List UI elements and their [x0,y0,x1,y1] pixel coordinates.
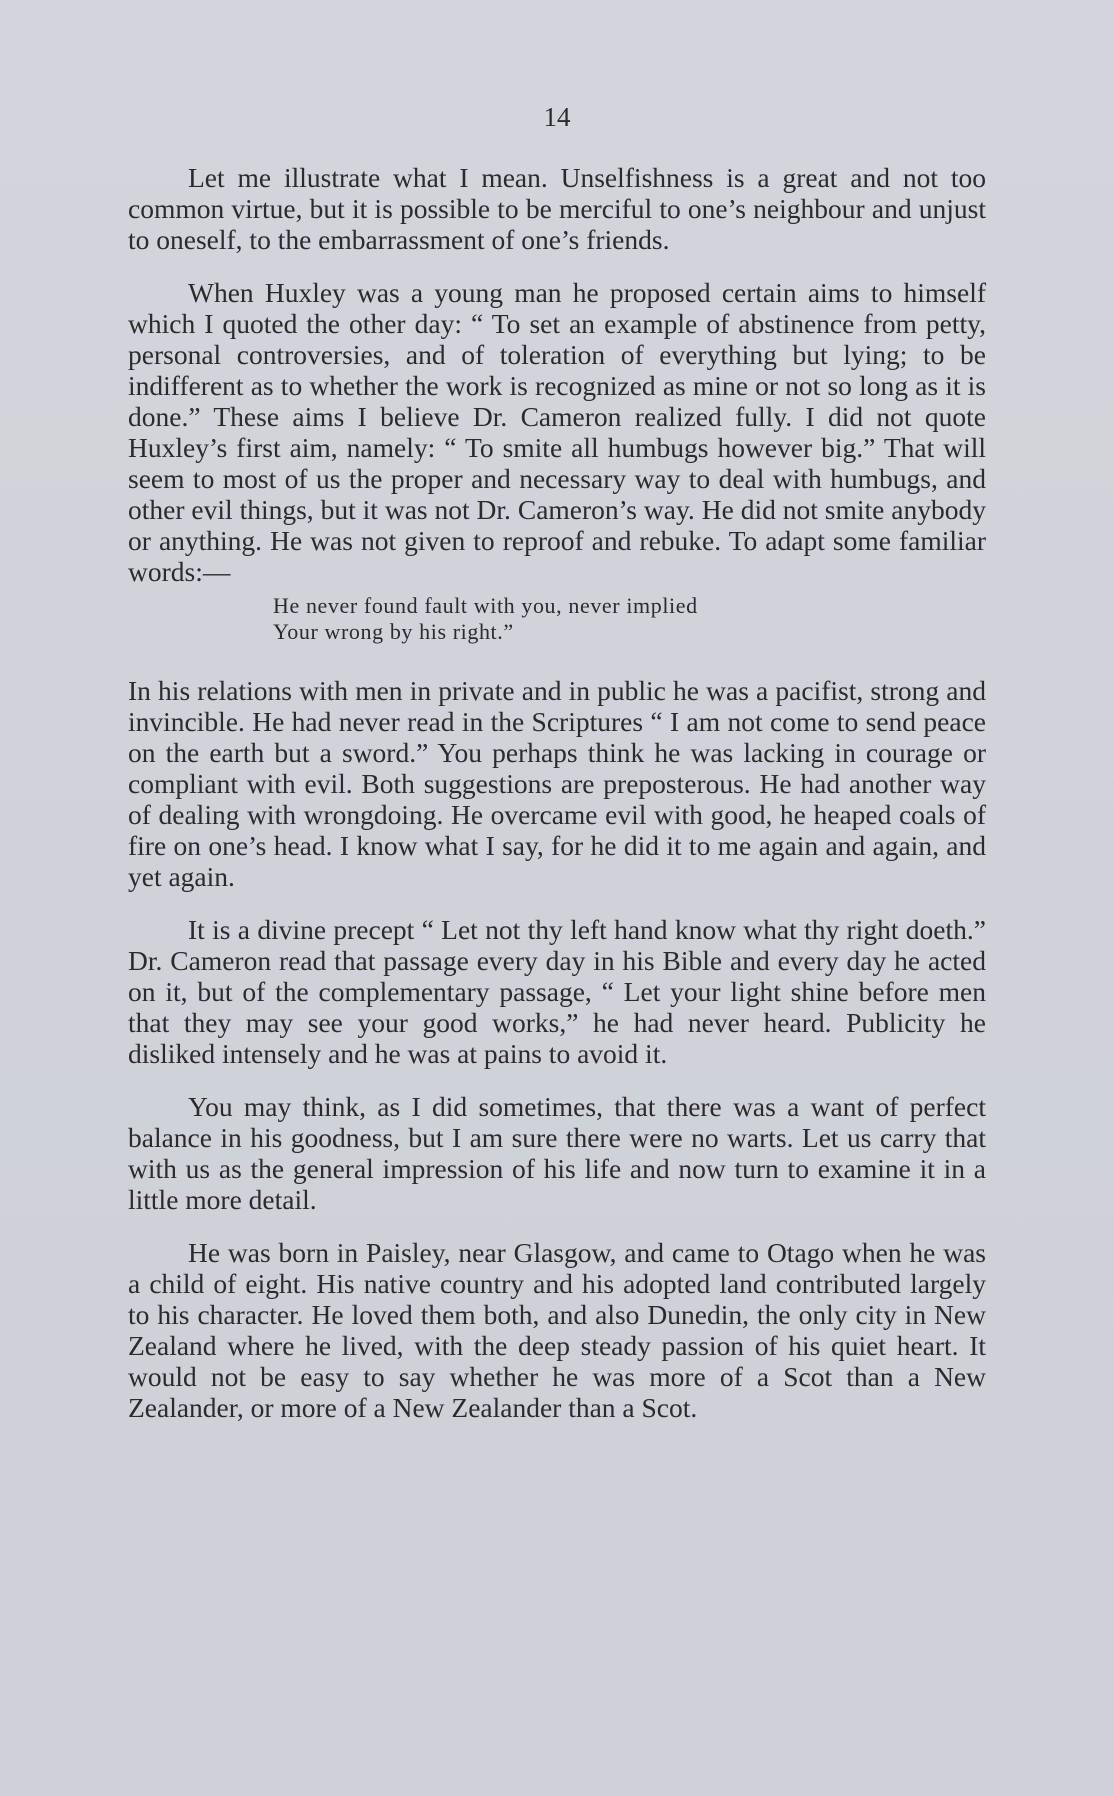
page-number: 14 [543,102,571,132]
paragraph-2: When Huxley was a young man he proposed certain aims to himself which I quoted the other day: “ To set an example of abstinence from petty, personal controversies, and of toleration of everything but lying; to be indifferent as to whether the work is recognized as mine or not so long as it is done.” These aims I believe Dr. Cameron realized fully. I did not quote Huxley’s first aim, namely: “ To smite all humbugs however big.” That will seem to most of us the proper and necessary way to deal with humbugs, and other evil things, but it was not Dr. Cameron’s way. He did not smite anybody or anything. He was not given to reproof and rebuke. To adapt some familiar words:— [128,277,986,587]
paragraph-1: Let me illustrate what I mean. Unselfishness is a great and not too common virtue, but it is possible to be merciful to one’s neighbour and unjust to oneself, to the embarrassment of one’s friends. [128,162,986,255]
paragraph-4: It is a divine precept “ Let not thy left hand know what thy right doeth.” Dr. Cameron read that passage every day in his Bible and every day he acted on it, but of the complementary passage, “ Let your light shine before men that they may see your good works,” he had never heard. Publicity he disliked intensely and he was at pains to avoid it. [128,914,986,1069]
paragraph-5: You may think, as I did sometimes, that there was a want of perfect balance in his goodness, but I am sure there were no warts. Let us carry that with us as the general impression of his life and now turn to examine it in a little more detail. [128,1091,986,1215]
verse-line-1: He never found fault with you, never implied [273,593,698,618]
body-text [128,162,986,1445]
verse-line-2: Your wrong by his right.” [273,619,514,644]
verse-quote [273,593,986,645]
paragraph-6: He was born in Paisley, near Glasgow, and came to Otago when he was a child of eight. His native country and his adopted land contributed largely to his character. He loved them both, and also Dunedin, the only city in New Zealand where he lived, with the deep steady passion of his quiet heart. It would not be easy to say whether he was more of a Scot than a New Zealander, or more of a New Zealander than a Scot. [128,1237,986,1423]
paragraph-3: In his relations with men in private and in public he was a pacifist, strong and invincible. He had never read in the Scriptures “ I am not come to send peace on the earth but a sword.” You perhaps think he was lacking in courage or compliant with evil. Both suggestions are preposterous. He had another way of dealing with wrongdoing. He overcame evil with good, he heaped coals of fire on one’s head. I know what I say, for he did it to me again and again, and yet again. [128,675,986,892]
